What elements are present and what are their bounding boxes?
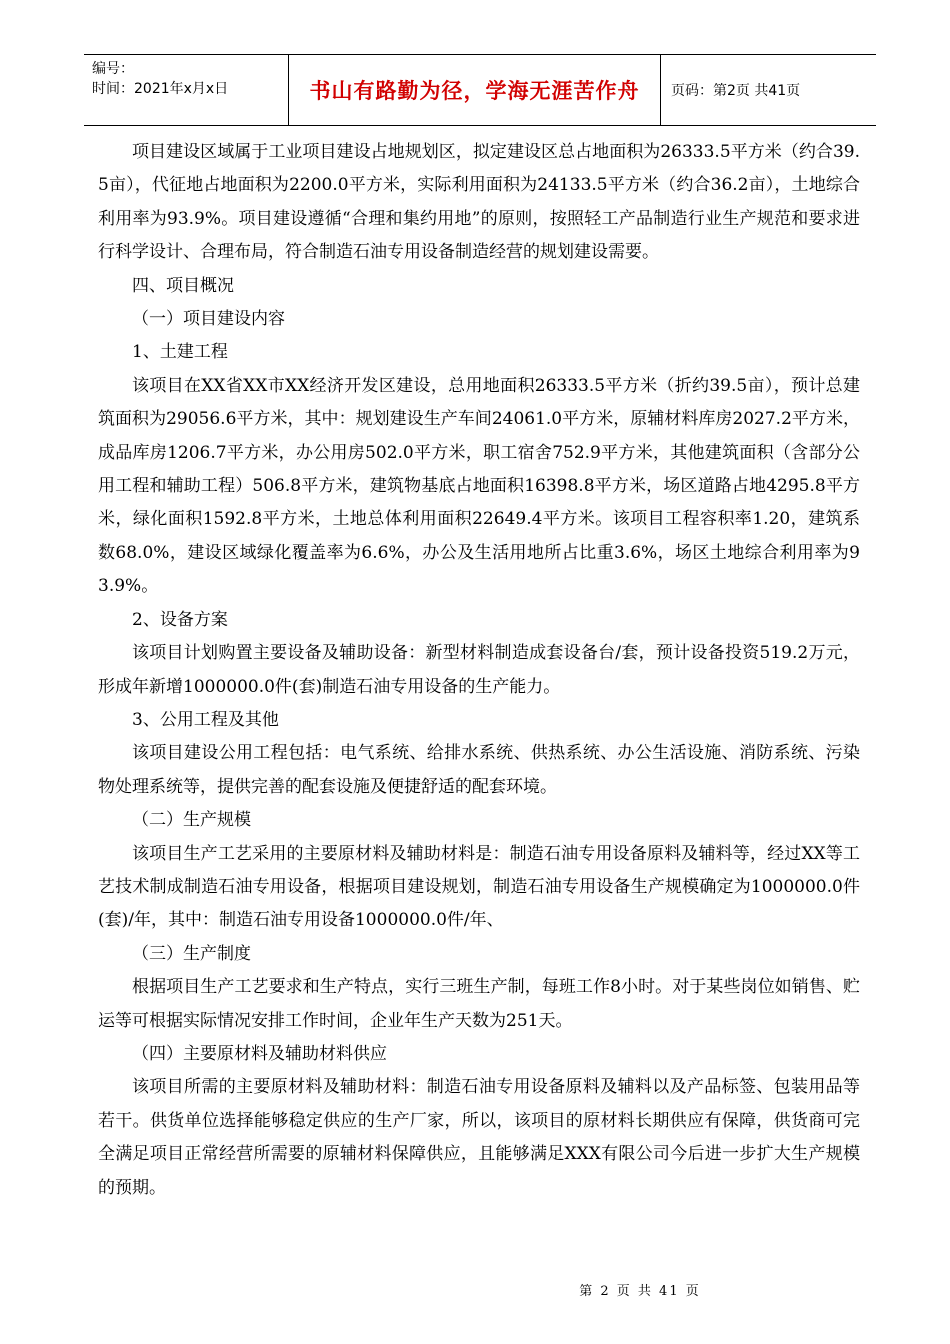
item-heading: 3、公用工程及其他 — [132, 709, 279, 730]
page-footer: 第 2 页 共 41 页 — [579, 1284, 701, 1299]
subsection-heading: （一）项目建设内容 — [132, 309, 285, 330]
body-paragraph: 该项目生产工艺采用的主要原材料及辅助材料是：制造石油专用设备原料及辅料等，经过XX等工艺技术制成制造石油专用设备，根据项目建设规划，制造石油专用设备生产规模确定为1000000.0件(套)/年，其中：制造石油专用设备1000000.0件/年、 — [98, 843, 860, 931]
body-paragraph: 该项目所需的主要原材料及辅助材料：制造石油专用设备原料及辅料以及产品标签、包装用品等若干。供货单位选择能够稳定供应的生产厂家，所以，该项目的原材料长期供应有保障，供货商可完全满足项目正常经营所需要的原辅材料保障供应，且能够满足XXX有限公司今后进一步扩大生产规模的预期。 — [98, 1077, 860, 1198]
document-number-label: 编号： — [92, 61, 134, 77]
page-header — [84, 54, 876, 126]
item-heading: 2、设备方案 — [132, 609, 228, 630]
body-paragraph: 该项目计划购置主要设备及辅助设备：新型材料制造成套设备台/套，预计设备投资519.2万元，形成年新增1000000.0件(套)制造石油专用设备的生产能力。 — [98, 643, 860, 697]
document-time: 时间：2021年x月x日 — [92, 81, 229, 97]
subsection-heading: （三）生产制度 — [132, 943, 251, 964]
header-meta — [84, 55, 288, 125]
item-heading: 1、土建工程 — [132, 342, 228, 363]
header-page-info: 页码：第2页 共41页 — [671, 83, 801, 99]
subsection-heading: （二）生产规模 — [132, 810, 251, 831]
body-paragraph: 该项目在XX省XX市XX经济开发区建设，总用地面积26333.5平方米（折约39.5亩），预计总建筑面积为29056.6平方米，其中：规划建设生产车间24061.0平方米，原辅材料库房2027.2平方米，成品库房1206.7平方米，办公用房502.0平方米，职工宿舍752.9平方米，其他建筑面积（含部分公用工程和辅助工程）506.8平方米，建筑物基底占地面积16398.8平方米，场区道路占地4295.8平方米，绿化面积1592.8平方米，土地总体利用面积22649.4平方米。该项目工程容积率1.20，建筑系数68.0%，建设区域绿化覆盖率为6.6%，办公及生活用地所占比重3.6%，场区土地综合利用率为93.9%。 — [98, 375, 860, 597]
section-heading: 四、项目概况 — [132, 275, 234, 296]
header-motto: 书山有路勤为径，学海无涯苦作舟 — [288, 55, 661, 125]
document-body — [98, 136, 860, 1205]
body-paragraph: 根据项目生产工艺要求和生产特点，实行三班生产制，每班工作8小时。对于某些岗位如销售、贮运等可根据实际情况安排工作时间，企业年生产天数为251天。 — [98, 977, 860, 1031]
body-paragraph: 该项目建设公用工程包括：电气系统、给排水系统、供热系统、办公生活设施、消防系统、污染物处理系统等，提供完善的配套设施及便捷舒适的配套环境。 — [98, 743, 860, 797]
body-paragraph: 项目建设区域属于工业项目建设占地规划区，拟定建设区总占地面积为26333.5平方米（约合39.5亩），代征地占地面积为2200.0平方米，实际利用面积为24133.5平方米（约合36.2亩），土地综合利用率为93.9%。项目建设遵循“合理和集约用地”的原则，按照轻工产品制造行业生产规范和要求进行科学设计、合理布局，符合制造石油专用设备制造经营的规划建设需要。 — [98, 142, 860, 263]
subsection-heading: （四）主要原材料及辅助材料供应 — [132, 1043, 387, 1064]
